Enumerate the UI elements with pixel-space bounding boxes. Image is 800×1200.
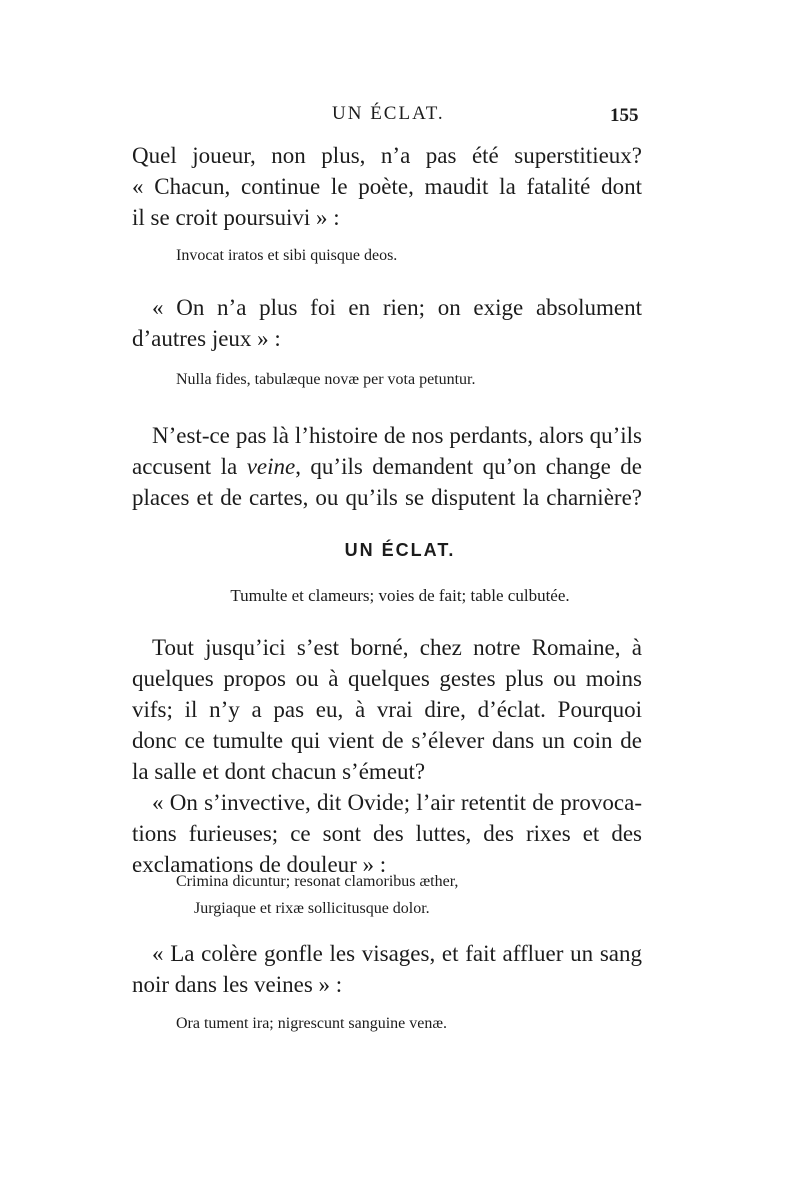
quote-line: Nulla fides, tabulæque novæ per vota petuntur. <box>176 371 476 388</box>
page-number: 155 <box>610 105 639 126</box>
latin-quote-4 <box>176 1010 646 1037</box>
running-head <box>0 103 800 133</box>
text-line: il se croit poursuivi » : <box>132 205 340 230</box>
text-line: quelques propos ou à quelques gestes plus ou moins <box>132 666 642 691</box>
text-line: N’est-ce pas là l’histoire de nos perdants, alors qu’ils <box>152 423 642 448</box>
text-line: Tout jusqu’ici s’est borné, chez notre Romaine, à <box>152 635 642 660</box>
quote-line: Invocat iratos et sibi quisque deos. <box>176 247 398 264</box>
paragraph-perdants <box>132 420 642 513</box>
paragraph-superstition <box>132 140 642 233</box>
text-line: places et de cartes, ou qu’ils se disputent la charnière? <box>132 485 642 510</box>
text-line: « Chacun, continue le poète, maudit la fatalité dont <box>132 174 642 199</box>
text-line <box>132 451 642 482</box>
text-fragment: accusent la <box>132 454 247 479</box>
text-fragment: , qu’ils demandent qu’on change de <box>295 454 642 479</box>
paragraph-colere <box>132 938 642 1000</box>
text-line: la salle et dont chacun s’émeut? <box>132 759 426 784</box>
text-line: « On n’a plus foi en rien; on exige absolument <box>152 295 642 320</box>
text-line: d’autres jeux » : <box>132 326 281 351</box>
text-line: « La colère gonfle les visages, et fait affluer un sang <box>152 941 642 966</box>
text-line: Quel joueur, non plus, n’a pas été superstitieux? <box>132 143 642 168</box>
paragraph-foi <box>132 292 642 354</box>
latin-quote-1 <box>176 242 646 269</box>
section-summary: Tumulte et clameurs; voies de fait; table culbutée. <box>230 586 570 605</box>
emphasis-veine: veine <box>246 454 296 479</box>
quote-line: Jurgiaque et rixæ sollicitusque dolor. <box>194 900 430 917</box>
text-line: exclamations de douleur » : <box>132 852 387 877</box>
text-line: tions furieuses; ce sont des luttes, des rixes et des <box>132 821 642 846</box>
text-line: donc ce tumulte qui vient de s’élever dans un coin de <box>132 728 642 753</box>
quote-line: Ora tument ira; nigrescunt sanguine venæ. <box>176 1015 448 1032</box>
quote-line: Crimina dicuntur; resonat clamoribus æther, <box>176 873 459 890</box>
text-line: « On s’invective, dit Ovide; l’air retentit de provoca- <box>152 790 642 815</box>
text-line: noir dans les veines » : <box>132 972 343 997</box>
section-heading: UN ÉCLAT. <box>344 540 456 560</box>
latin-quote-2 <box>176 366 646 393</box>
text-line: vifs; il n’y a pas eu, à vrai dire, d’éclat. Pourquoi <box>132 697 642 722</box>
paragraph-eclat <box>132 632 642 787</box>
paragraph-ovide <box>132 787 642 880</box>
latin-quote-3 <box>176 868 646 922</box>
running-title: UN ÉCLAT. <box>332 103 445 124</box>
